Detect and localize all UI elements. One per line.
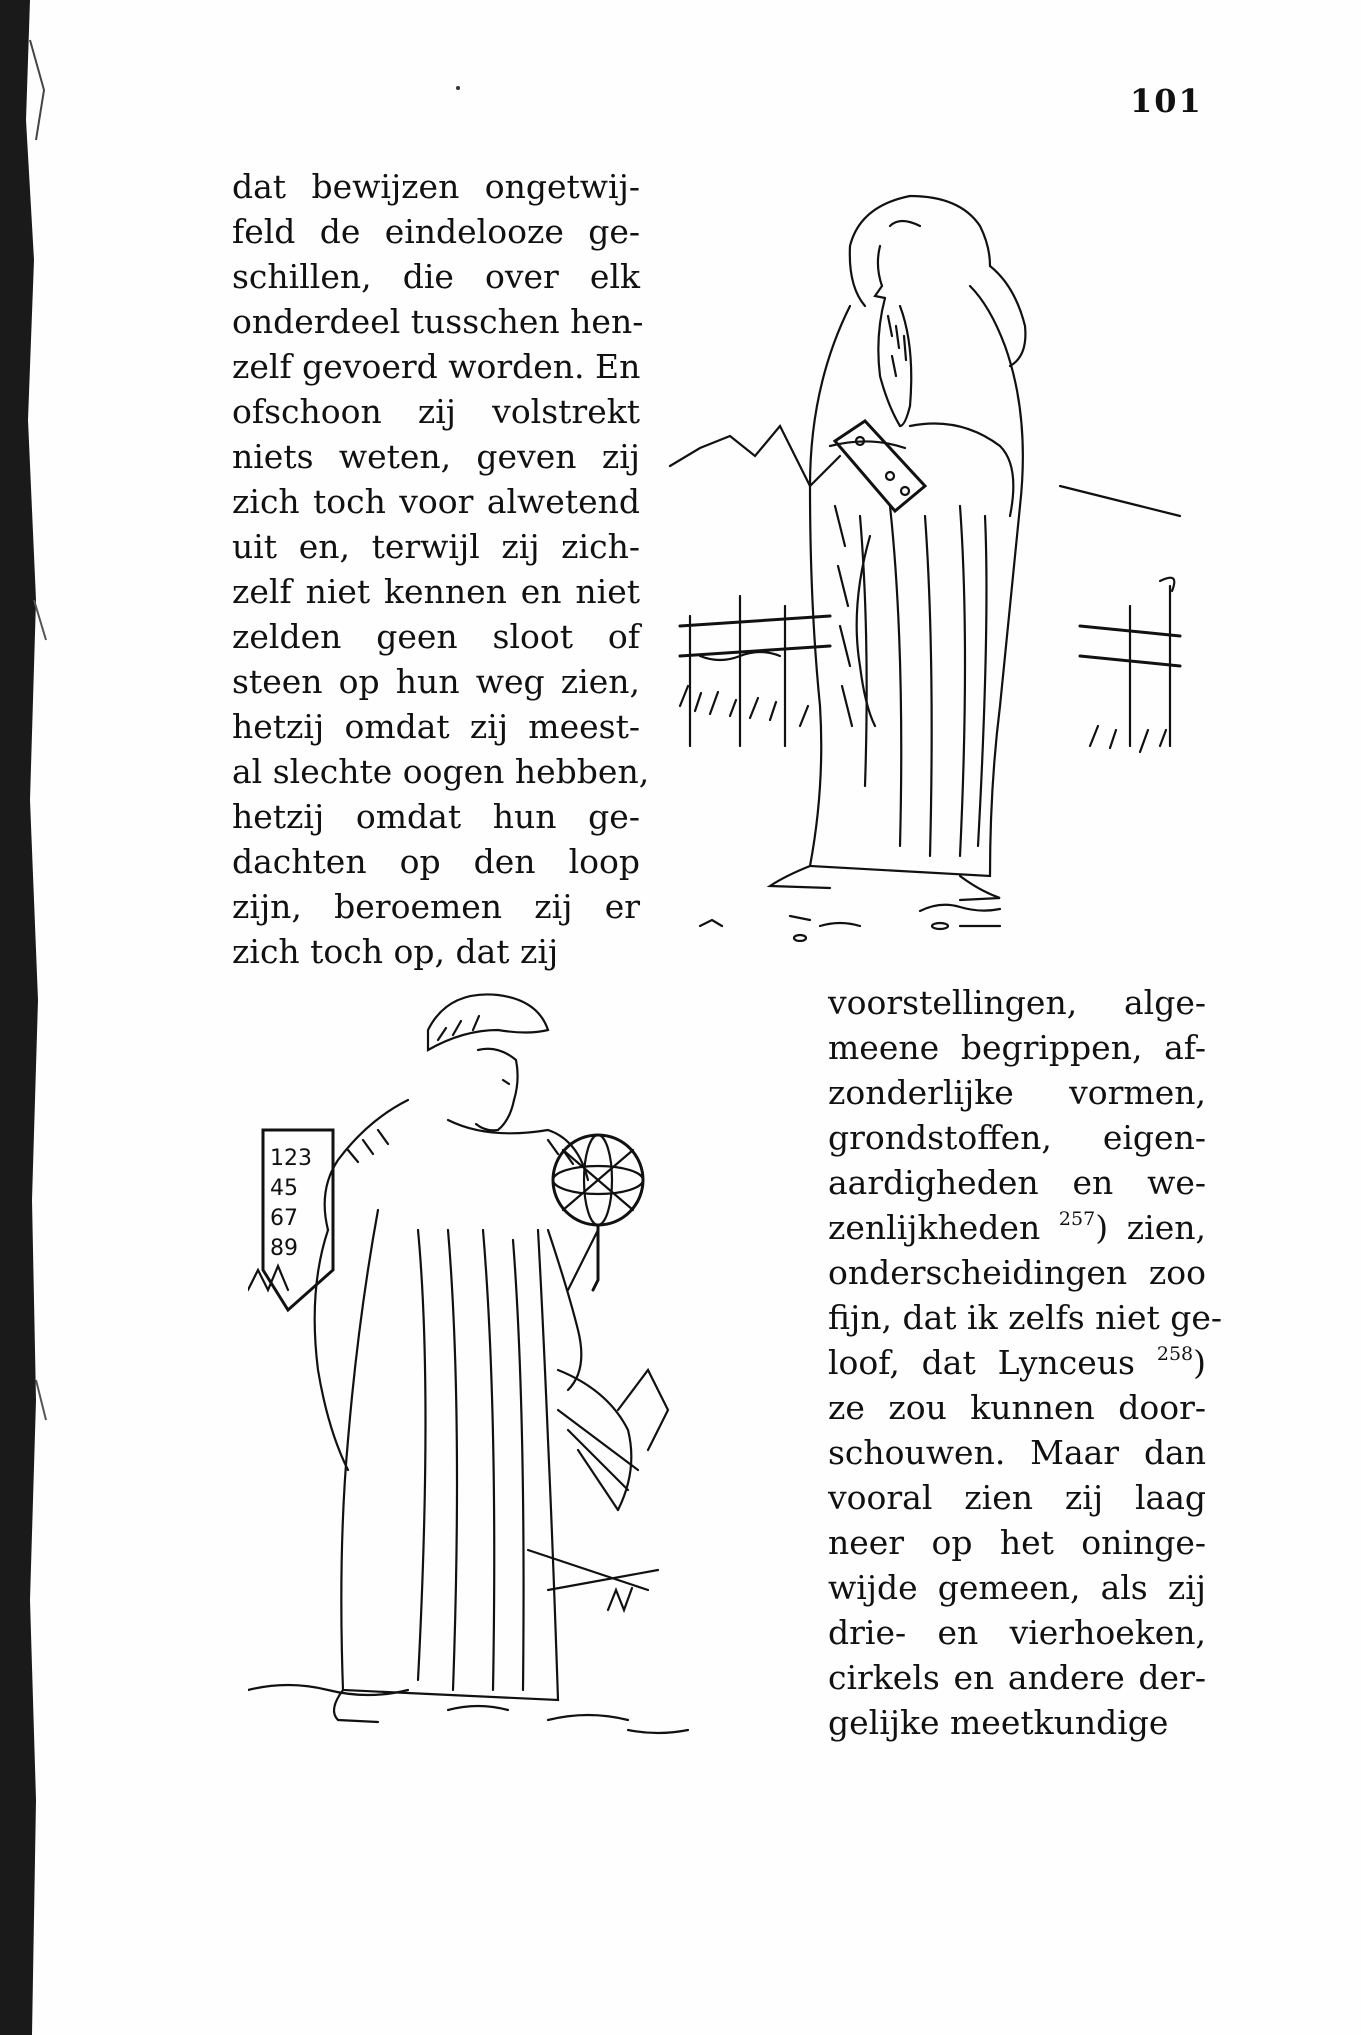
text-line: zich toch op, dat zij — [232, 932, 559, 971]
text-line: ofschoon zij volstrekt — [232, 392, 640, 431]
text-line: zelden geen sloot of — [232, 617, 640, 656]
page-number: 101 — [1130, 82, 1203, 120]
text-line: zelf niet kennen en niet — [232, 572, 640, 611]
text-line: meene begrippen, af- — [828, 1028, 1206, 1067]
binding-edge — [0, 0, 48, 2035]
text-line: feld de eindelooze ge- — [232, 212, 640, 251]
text-line: cirkels en andere der- — [828, 1658, 1206, 1697]
text-column-left — [232, 164, 650, 974]
tablet-number-row: 123 — [270, 1146, 312, 1171]
text-line: dat bewijzen ongetwij- — [232, 167, 640, 206]
tablet-number-row: 89 — [270, 1236, 298, 1261]
text-fragment: zenlijkheden — [828, 1208, 1041, 1247]
text-line: gelijke meetkundige — [828, 1703, 1169, 1742]
text-fragment: ) zien, — [1095, 1208, 1206, 1247]
text-line: onderscheidingen zoo — [828, 1253, 1206, 1292]
text-column-right — [828, 980, 1223, 1745]
text-line: grondstoffen, eigen- — [828, 1118, 1206, 1157]
text-line: niets weten, geven zij — [232, 437, 640, 476]
text-line-with-footnote — [828, 1205, 1206, 1250]
stray-ink-mark — [456, 86, 460, 90]
text-line: wijde gemeen, als zij — [828, 1568, 1206, 1607]
text-line: hetzij omdat hun ge- — [232, 797, 640, 836]
footnote-ref-257: 257 — [1058, 1208, 1096, 1230]
text-line: steen op hun weg zien, — [232, 662, 640, 701]
text-line: schillen, die over elk — [232, 257, 640, 296]
tablet-number-row: 45 — [270, 1176, 298, 1201]
text-line: neer op het oninge- — [828, 1523, 1206, 1562]
text-line-with-footnote — [828, 1340, 1206, 1385]
footnote-ref-258: 258 — [1156, 1343, 1194, 1365]
text-line: uit en, terwijl zij zich- — [232, 527, 640, 566]
text-line: schouwen. Maar dan — [828, 1433, 1206, 1472]
text-line: dachten op den loop — [232, 842, 640, 881]
woodcut-astronomer-illustration — [248, 990, 798, 1780]
text-line: fijn, dat ik zelfs niet ge- — [828, 1298, 1223, 1337]
text-line: drie- en vierhoeken, — [828, 1613, 1206, 1652]
text-line: aardigheden en we- — [828, 1163, 1206, 1202]
text-line: onderdeel tusschen hen- — [232, 302, 644, 341]
text-fragment: loof, dat Lynceus — [828, 1343, 1135, 1382]
woodcut-monk-illustration — [660, 186, 1200, 942]
tablet-number-row: 67 — [270, 1206, 298, 1231]
text-fragment: ) — [1193, 1343, 1206, 1382]
text-line: zonderlijke vormen, — [828, 1073, 1206, 1112]
text-line: voorstellingen, alge- — [828, 983, 1206, 1022]
text-line: zelf gevoerd worden. En — [232, 347, 641, 386]
text-line: al slechte oogen hebben, — [232, 752, 650, 791]
text-line: vooral zien zij laag — [828, 1478, 1206, 1517]
text-line: zijn, beroemen zij er — [232, 887, 640, 926]
text-line: hetzij omdat zij meest- — [232, 707, 640, 746]
text-line: zich toch voor alwetend — [232, 482, 640, 521]
text-line: ze zou kunnen door- — [828, 1388, 1206, 1427]
